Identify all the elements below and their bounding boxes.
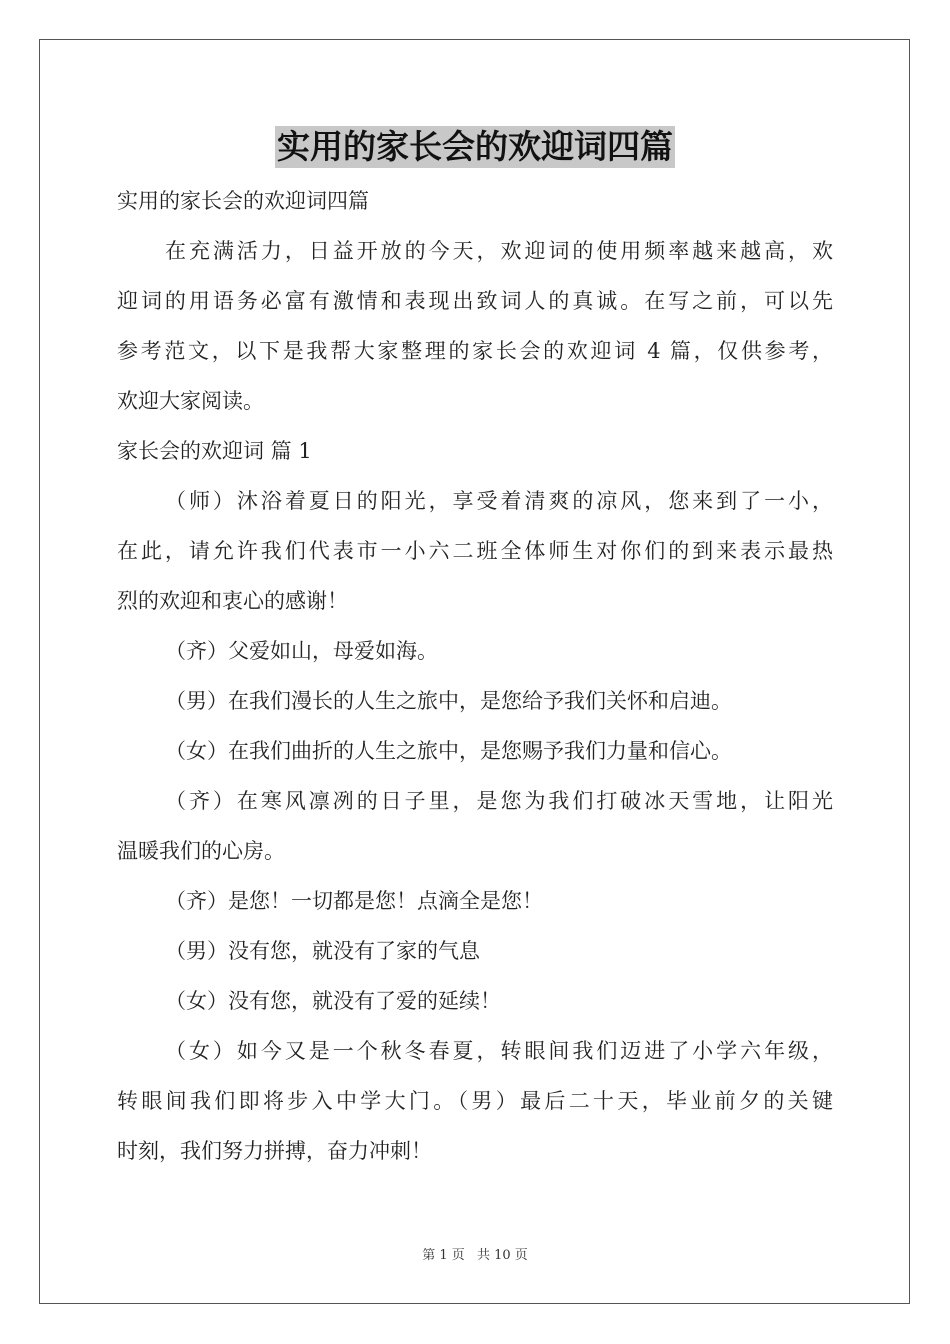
text-line: （师）沐浴着夏日的阳光，享受着清爽的凉风，您来到了一小， [165,489,833,513]
text-line: 烈的欢迎和衷心的感谢！ [117,589,348,613]
text-line: 在充满活力，日益开放的今天，欢迎词的使用频率越来越高，欢 [165,239,833,263]
page-total: 共 10 页 [476,1248,528,1263]
document-title: 实用的家长会的欢迎词四篇 [277,127,673,166]
document-body [117,176,833,1176]
text-line: 欢迎大家阅读。 [117,389,264,413]
text-line: （齐）父爱如山，母爱如海。 [165,639,438,663]
text-line: 时刻，我们努力拼搏，奋力冲刺！ [117,1139,432,1163]
text-line: 参考范文，以下是我帮大家整理的家长会的欢迎词 4 篇，仅供参考， [117,339,833,363]
text-line: 转眼间我们即将步入中学大门。（男）最后二十天，毕业前夕的关键 [117,1089,833,1113]
text-line: （男）没有您，就没有了家的气息 [165,939,480,963]
text-line: （女）如今又是一个秋冬春夏，转眼间我们迈进了小学六年级， [165,1039,833,1063]
text-line: 家长会的欢迎词 篇 1 [117,439,312,463]
text-line: （女）没有您，就没有了爱的延续！ [165,989,501,1013]
text-line: （男）在我们漫长的人生之旅中，是您给予我们关怀和启迪。 [165,689,732,713]
subtitle-line: 实用的家长会的欢迎词四篇 [117,189,369,213]
text-line: 在此，请允许我们代表市一小六二班全体师生对你们的到来表示最热 [117,539,833,563]
text-line: 迎词的用语务必富有激情和表现出致词人的真诚。在写之前，可以先 [117,289,833,313]
title-container [0,126,950,168]
page-footer [0,1246,950,1266]
text-line: 温暖我们的心房。 [117,839,285,863]
text-line: （女）在我们曲折的人生之旅中，是您赐予我们力量和信心。 [165,739,732,763]
text-line: （齐）在寒风凛冽的日子里，是您为我们打破冰天雪地，让阳光 [165,789,833,813]
page-number: 第 1 页 [422,1248,465,1263]
text-line: （齐）是您！一切都是您！点滴全是您！ [165,889,543,913]
